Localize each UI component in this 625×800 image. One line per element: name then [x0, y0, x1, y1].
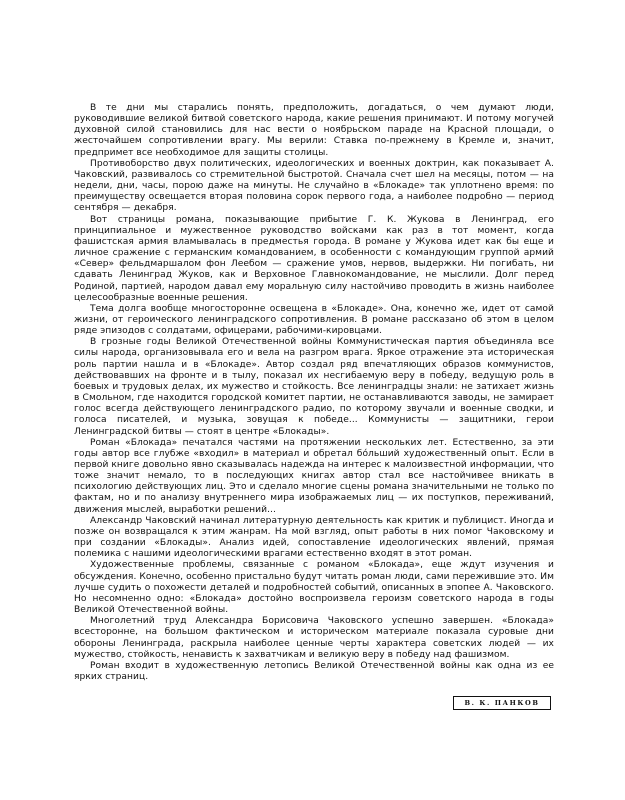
- paragraph: Роман «Блокада» печатался частями на протяжении нескольких лет. Естественно, за эти годы автор все глубже «входил» в материал и обретал бо́льший художественный опыт. Если в первой книге довольно явно сказывалась надежда на интерес к малоизвестной информации, что тоже значит немало, то в последующих книгах автор стал все настойчивее вникать в психологию действующих лиц. Это и сделало многие сцены романа значительными не только по фактам, но и по анализу внутреннего мира изображаемых лиц — их поступков, переживаний, движения мыслей, выработки решений...: [74, 437, 555, 515]
- paragraph: Вот страницы романа, показывающие прибытие Г. К. Жукова в Ленинград, его принципиальное и мужественное руководство войсками как раз в тот момент, когда фашистская армия вламывалась в предместья города. В романе у Жукова идет как бы еще и личное сражение с германским командованием, в особенности с командующим группой армий «Север» фельдмаршалом фон Леебом — сражение умов, нервов, выдержки. Ни погибать, ни сдавать Ленинград Жуков, как и Верховное Главнокомандование, не мыслили. Долг перед Родиной, партией, народом давал ему моральную силу настойчиво проводить в жизнь наиболее целесообразные военные решения.: [74, 214, 554, 303]
- paragraph: Роман входит в художественную летопись Великой Отечественной войны как одна из ее ярких страниц.: [74, 660, 554, 682]
- paragraph: Многолетний труд Александра Борисовича Чаковского успешно завершен. «Блокада» всесторонне, на большом фактическом и историческом материале показала суровые дни обороны Ленинграда, раскрыла наиболее ценные черты характера советских людей — их мужество, стойкость, ненависть к захватчикам и великую веру в победу над фашизмом.: [74, 616, 554, 660]
- paragraph: Художественные проблемы, связанные с романом «Блокада», еще ждут изучения и обсуждения. Конечно, особенно пристально будут читать роман люди, сами пережившие это. Им лучше судить о похожести деталей и подробностей событий, описанных в эпопее А. Чаковского. Но несомненно одно: «Блокада» достойно воспроизвела героизм советского народа в годы Великой Отечественной войны.: [74, 560, 554, 616]
- article-body: [74, 103, 554, 683]
- paragraph: В грозные годы Великой Отечественной войны Коммунистическая партия объединяла все силы народа, организовывала его и вела на разгром врага. Яркое отражение эта историческая роль партии нашла и в «Блокаде». Автор создал ряд впечатляющих образов коммунистов, действовавших на фронте и в тылу, показал их несгибаемую веру в победу, ведущую роль в боевых и трудовых делах, их мужество и стойкость. Все ленинградцы знали: не затихает жизнь в Смольном, где находится городской комитет партии, не останавливаются заводы, не замирает голос всегда действующего ленинградского радио, по которому звучали и военные сводки, и голоса писателей, и музыка, зовущая к победе... Коммунисты — защитники, герои Ленинградской битвы — стоят в центре «Блокады».: [74, 337, 554, 437]
- paragraph: Противоборство двух политических, идеологических и военных доктрин, как показывает А. Чаковский, развивалось со стремительной быстротой. Сначала счет шел на месяцы, потом — на недели, дни, часы, порою даже на минуты. Не случайно в «Блокаде» так уплотнено время: по преимуществу освещается вторая половина сорок первого года, а наиболее подробно — период сентября — декабря.: [74, 158, 554, 214]
- paragraph: В те дни мы старались понять, предположить, догадаться, о чем думают люди, руководившие великой битвой советского народа, какие решения принимают. И потому могучей духовной силой становились для нас вести о ноябрьском параде на Красной площади, о жесточайшем сопротивлении врагу. Мы верили: Ставка по-прежнему в Кремле и, значит, предпримет все необходимое для защиты столицы.: [74, 103, 554, 158]
- author-signature: В. К. ПАНКОВ: [453, 696, 551, 710]
- paragraph: Тема долга вообще многосторонне освещена в «Блокаде». Она, конечно же, идет от самой жизни, от героического ленинградского сопротивления. В романе рассказано об этом в целом ряде эпизодов с солдатами, офицерами, рабочими-кировцами.: [74, 303, 554, 337]
- paragraph: Александр Чаковский начинал литературную деятельность как критик и публицист. Иногда и позже он возвращался к этим жанрам. На мой взгляд, опыт работы в них помог Чаковскому и при создании «Блокады». Анализ идей, сопоставление идеологических явлений, прямая полемика с нашими идеологическими врагами естественно входят в этот роман.: [74, 515, 554, 560]
